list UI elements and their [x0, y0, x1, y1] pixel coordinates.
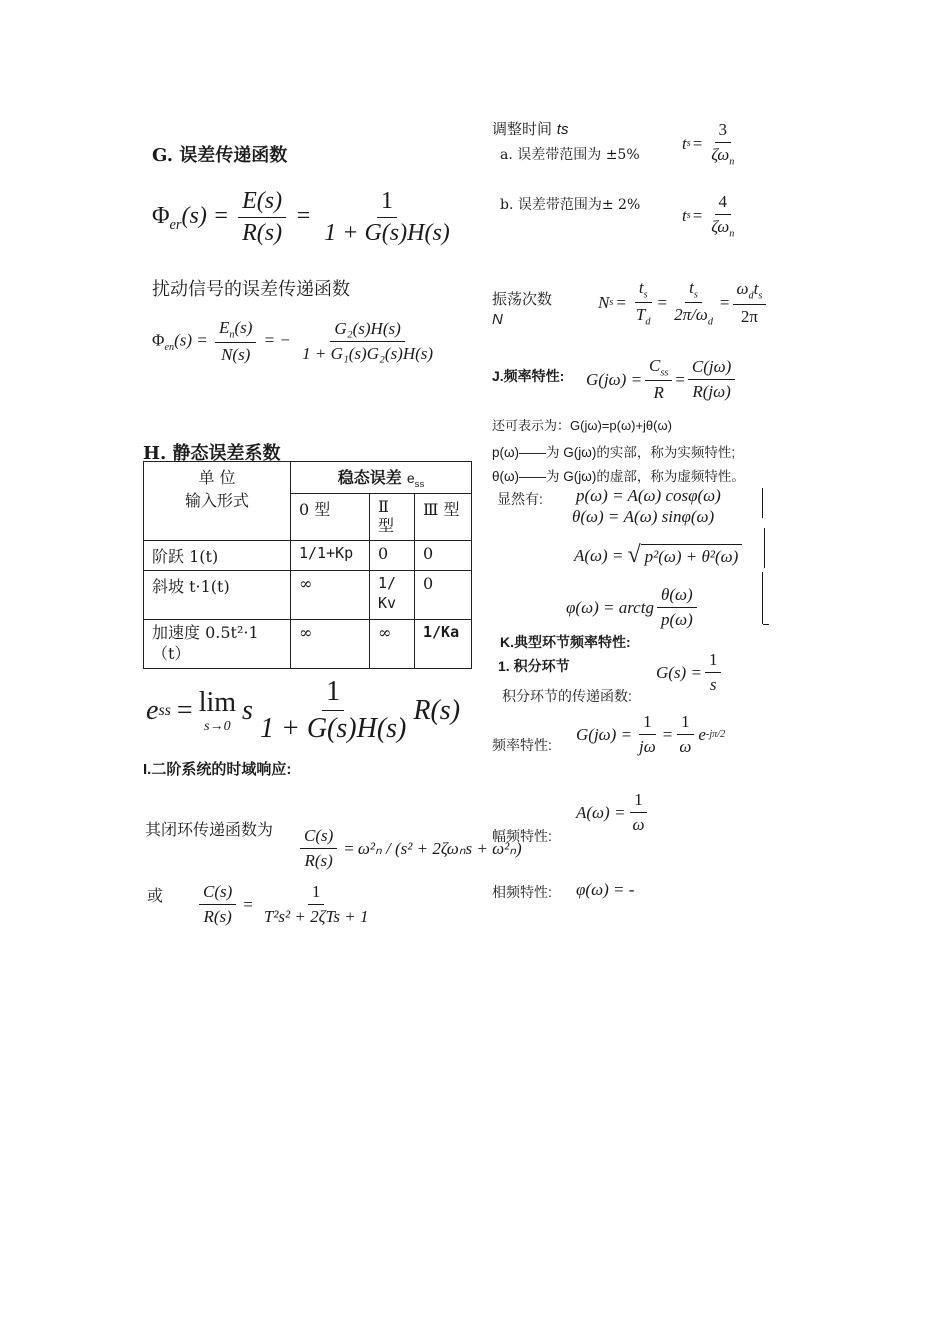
section-h-heading: H. 静态误差系数: [143, 443, 281, 464]
numerator: ω: [736, 279, 749, 299]
denominator-subscript: n: [729, 156, 735, 168]
phase-relation: [566, 585, 700, 630]
denominator-subscript: n: [729, 228, 735, 240]
denominator-subscript: d: [707, 316, 713, 328]
header-type-3: Ⅲ 型: [415, 494, 472, 541]
cell-type1: 0: [370, 541, 415, 571]
freq-label: 频率特性:: [492, 737, 552, 753]
numerator-tail-subscript: s: [758, 290, 763, 302]
numerator: θ(ω): [657, 585, 697, 608]
denominator: R: [653, 383, 664, 403]
numerator-subscript: ss: [660, 367, 669, 379]
settling-time-label: [492, 118, 568, 139]
ess-subscript: ss: [158, 701, 171, 719]
cell-type0: ∞: [291, 620, 370, 669]
equals: =: [176, 694, 193, 726]
numerator: C(s): [199, 882, 236, 905]
ts-symbol: t: [682, 133, 687, 153]
denominator: R(jω): [692, 382, 731, 402]
closed-loop-formula: [297, 826, 522, 871]
phi-symbol: Φ: [152, 330, 165, 350]
ts-subscript: s: [686, 138, 691, 150]
r-of-s: R(s): [413, 694, 461, 726]
real-part-relation: p(ω) = A(ω) cosφ(ω): [576, 486, 721, 505]
denominator: R(s): [304, 851, 333, 870]
numerator: t: [689, 278, 694, 297]
fraction-one-over-w: [628, 790, 648, 835]
ts-subscript: s: [686, 210, 691, 222]
frequency-response-formula: [586, 356, 738, 403]
table-row: [144, 541, 472, 571]
section-g-heading: G. 误差传递函数: [152, 145, 288, 166]
header-steady-label: 稳态误差: [337, 470, 402, 487]
denominator: 1 + G(s)H(s): [259, 713, 407, 744]
equals: =: [295, 203, 312, 230]
limit: [199, 687, 236, 735]
fraction-g2h-over-loop: [298, 319, 437, 364]
numerator: 4: [715, 192, 732, 215]
fraction-theta-over-p: [657, 585, 697, 630]
brace-foot: [763, 624, 769, 625]
n-subscript: s: [609, 297, 614, 309]
denominator-subscript: d: [645, 316, 651, 328]
header-type-0: 0 型: [291, 494, 370, 541]
closed-loop-rhs: ω²ₙ / (s² + 2ζωₙs + ω²ₙ): [357, 838, 522, 858]
fraction-one-over-s: [705, 650, 722, 695]
numerator-subscript: s: [693, 289, 698, 301]
equals: =: [243, 894, 253, 914]
cell-type0: 1/1+Kp: [291, 541, 370, 571]
denominator: T: [635, 305, 646, 325]
numerator: C(s): [300, 826, 337, 849]
numerator: 1: [322, 676, 344, 711]
disturbance-label: 扰动信号的误差传递函数: [152, 279, 350, 300]
fraction-c-over-r: [199, 882, 236, 927]
equals: =: [344, 838, 354, 858]
fraction-en-over-n: [215, 318, 256, 365]
denominator: ω: [679, 737, 692, 756]
g-s: G(s) =: [656, 662, 702, 682]
fraction-c-over-r-jw: [688, 357, 735, 402]
settling-time-5pct-formula: [682, 120, 741, 167]
section-i-heading: I.二阶系统的时域响应:: [143, 761, 292, 778]
exponential-power: -jπ/2: [705, 729, 726, 740]
denominator: R(s): [203, 907, 232, 926]
fraction-one-over-loop: [256, 676, 410, 745]
denominator: N(s): [221, 345, 251, 365]
band-2-label: b. 误差带范围为± 2%: [500, 197, 641, 213]
equals: =: [657, 292, 668, 312]
denominator: p(ω): [660, 610, 693, 629]
denominator: 2π/ω: [674, 305, 708, 325]
table-row: [144, 571, 472, 620]
numerator-subscript: d: [748, 290, 754, 302]
header-input-form: 单 位 输入形式: [144, 462, 291, 541]
oscillation-formula: [598, 278, 769, 328]
section-j-heading: J.频率特性:: [492, 368, 565, 384]
settling-time-symbol: ts: [556, 121, 569, 138]
phi-subscript: er: [169, 216, 182, 233]
steady-state-error-table: [143, 461, 472, 669]
denominator: ζω: [711, 145, 730, 164]
radicand: p²(ω) + θ²(ω): [641, 544, 743, 567]
phi-symbol: Φ: [152, 203, 170, 230]
brace-middle: [764, 528, 765, 568]
numerator: E(s): [238, 188, 286, 218]
denominator: R(s): [242, 220, 283, 246]
fraction-4-over-zeta-omega: [707, 192, 738, 239]
header-ess: e: [406, 470, 415, 486]
phase-lhs: φ(ω) = arctg: [566, 597, 654, 617]
cell-type1: ∞: [370, 620, 415, 669]
also-expressed-text: 还可表示为：G(jω)=p(ω)+jθ(ω): [492, 418, 672, 433]
amplitude-label: 幅频特性:: [492, 828, 552, 844]
integrator-phase-formula: φ(ω) = -: [576, 880, 635, 899]
alt-closed-loop-formula: [196, 882, 375, 927]
cell-type3: 1/Ka: [415, 620, 472, 669]
denominator: ω: [632, 815, 645, 834]
fraction-e-over-r: [238, 188, 286, 247]
s-variable: s: [242, 694, 253, 726]
denominator: T²s² + 2ζTs + 1: [263, 907, 369, 926]
numerator: 1: [308, 882, 325, 905]
g-jw: G(jω) =: [586, 369, 643, 389]
oscillation-text: 振荡次数: [492, 290, 553, 308]
cell-type1: 1/ Kv: [370, 571, 415, 620]
phi-arg: (s) =: [174, 330, 208, 350]
numerator-tail: t: [753, 279, 759, 299]
numerator-subscript: s: [643, 289, 648, 301]
numerator: 1: [677, 712, 694, 735]
brace-lower: [762, 572, 763, 624]
oscillation-symbol: N: [492, 310, 503, 328]
error-transfer-formula: [152, 188, 457, 247]
header-ess-subscript: ss: [414, 479, 425, 491]
closed-loop-label: 其闭环传递函数为: [145, 820, 274, 839]
phi-subscript: en: [164, 341, 175, 353]
real-part-text: p(ω)——为 G(jω)的实部，称为实频特性;: [492, 445, 736, 460]
limit-sub: s→0: [204, 718, 231, 734]
numerator-arg: (s): [234, 318, 253, 337]
header-steady-error: [291, 462, 472, 494]
numerator: 1: [639, 712, 656, 735]
numerator: 1: [377, 188, 397, 218]
equals: =: [662, 724, 673, 744]
cell-type0: ∞: [291, 571, 370, 620]
cell-type3: 0: [415, 541, 472, 571]
denominator: 2π: [740, 306, 758, 326]
denominator: 1 + G(s)H(s): [324, 220, 450, 246]
equals: =: [692, 205, 703, 225]
numerator: t: [638, 278, 644, 297]
imag-part-relation: θ(ω) = A(ω) sinφ(ω): [572, 507, 715, 526]
denominator: ζω: [711, 217, 730, 236]
limit-word: lim: [198, 686, 237, 718]
exponential-base: e: [698, 724, 706, 744]
fraction-one-over-w: [675, 712, 695, 757]
phase-label: 相频特性:: [492, 884, 552, 900]
equals: =: [719, 292, 730, 312]
numerator: C(jω): [688, 357, 735, 380]
obviously-label: 显然有:: [497, 491, 543, 507]
denominator: s: [709, 675, 717, 694]
n-symbol: N: [598, 292, 610, 312]
phi-arg: (s) =: [181, 203, 230, 230]
fraction-one-over-jw: [635, 712, 660, 757]
fraction-c-over-r: [300, 826, 337, 871]
equals: =: [692, 133, 703, 153]
or-label: 或: [147, 886, 164, 905]
cell-input: 阶跃 1(t): [144, 541, 291, 571]
numerator: 1: [705, 650, 722, 673]
denominator: 1 + G₁(s)G₂(s)H(s): [302, 344, 434, 364]
equals: =: [616, 292, 626, 312]
steady-error-limit-formula: [146, 676, 460, 745]
numerator: 3: [715, 120, 732, 143]
band-5-label: a. 误差带范围为 ±5%: [500, 147, 640, 163]
settling-time-2pct-formula: [682, 192, 741, 239]
settling-time-text: 调整时间: [492, 120, 553, 138]
denominator: jω: [639, 737, 656, 756]
oscillation-label: [492, 290, 552, 329]
cell-input: 斜坡 t·1(t): [144, 571, 291, 620]
sqrt-icon: √: [627, 542, 641, 568]
table-row: [144, 620, 472, 669]
header-type-1: Ⅱ 型: [370, 494, 415, 541]
g-jw: G(jω) =: [576, 724, 633, 744]
fraction-one-over-open-loop: [320, 188, 454, 247]
amplitude-lhs: A(ω) =: [574, 545, 624, 565]
numerator: G₂(s)H(s): [330, 319, 404, 342]
ts-symbol: t: [682, 205, 687, 225]
table-header-row: [144, 462, 472, 494]
integrator-transfer-formula: [656, 650, 724, 695]
fraction-3-over-zeta-omega: [707, 120, 738, 167]
integrator-amplitude-formula: [576, 790, 651, 835]
equals: =: [675, 369, 685, 389]
integrator-heading: 1. 积分环节: [498, 658, 570, 674]
numerator: C: [649, 356, 661, 375]
fraction-css-over-r: [645, 356, 672, 403]
equals-minus: = −: [263, 330, 291, 350]
cell-input: 加速度 0.5t²·1 （t）: [144, 620, 291, 669]
integrator-tf-label: 积分环节的传递函数:: [502, 688, 632, 704]
numerator: E: [218, 318, 230, 337]
fraction-omega-ts-over-2pi: [733, 279, 767, 326]
numerator: 1: [630, 790, 647, 813]
disturbance-error-formula: [152, 318, 440, 365]
integrator-frequency-formula: [576, 712, 725, 757]
numerator-subscript: n: [229, 329, 235, 341]
brace-upper: [762, 488, 763, 518]
fraction-ts-over-td: [632, 278, 655, 328]
cell-type3: 0: [415, 571, 472, 620]
fraction-one-over-poly: [260, 882, 373, 927]
a-w: A(ω) =: [576, 802, 626, 822]
imag-part-text: θ(ω)——为 G(jω)的虚部，称为虚频特性。: [492, 469, 745, 484]
fraction-ts-over-2pi-omega: [670, 278, 717, 328]
ess-symbol: e: [146, 694, 159, 726]
amplitude-relation: [574, 542, 742, 569]
section-k-heading: K.典型环节频率特性:: [500, 634, 631, 650]
